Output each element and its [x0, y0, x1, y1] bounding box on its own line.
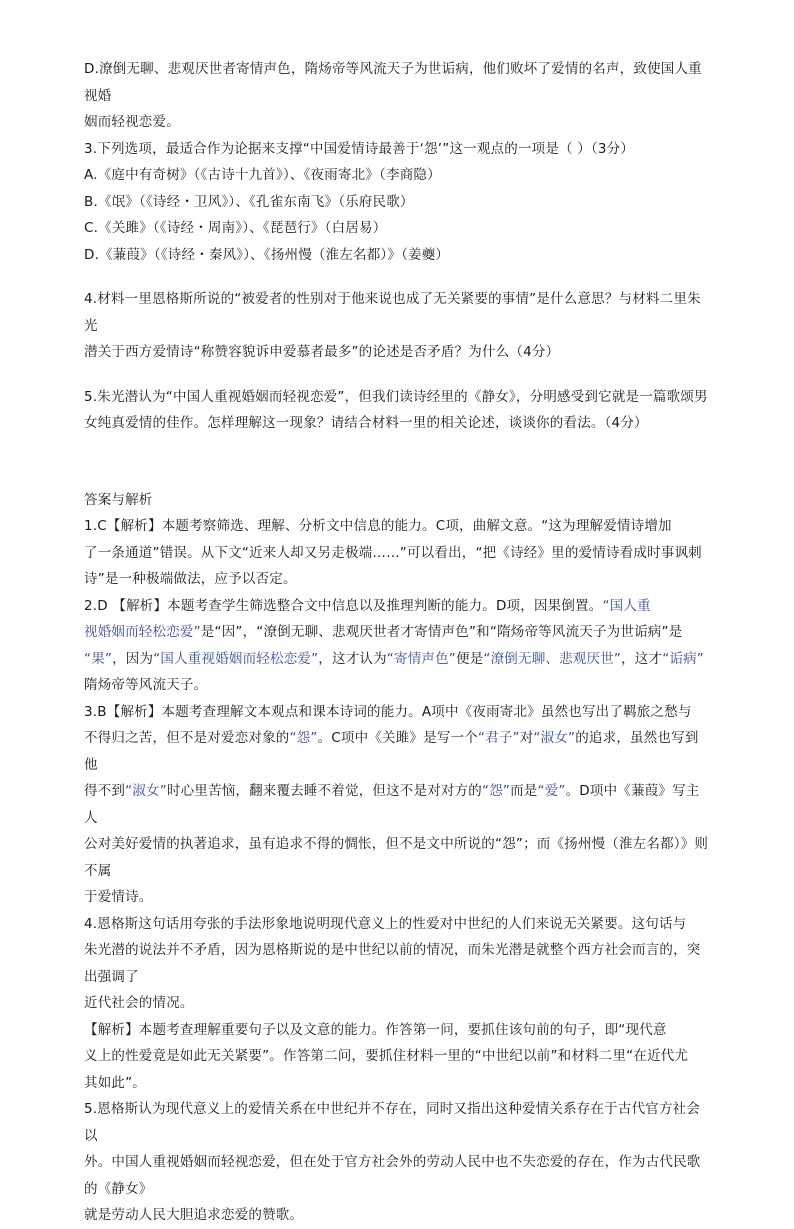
spacer — [84, 366, 712, 384]
q4-line1: 4.材料一里恩格斯所说的“被爱者的性别对于他来说也成了无关紧要的事情”是什么意思？与材料二里朱光 — [84, 291, 701, 334]
answer-4-explain-line1: 【解析】本题考查理解重要句子以及文意的能力。作答第一问，要抓住该句前的句子，即“现代意 — [84, 1021, 667, 1038]
text: ，因为 — [112, 650, 154, 667]
spacer — [84, 268, 712, 286]
answer-4-explain-line3: 其如此”。 — [84, 1074, 146, 1091]
quote-highlight: “果” — [84, 650, 113, 667]
answer-1-line1: 1.C【解析】本题考察筛选、理解、分析文中信息的能力。C项，曲解文意。“这为理解爱情诗增加 — [84, 518, 672, 534]
q2-option-d-line2: 姻而轻视恋爱。 — [84, 114, 180, 130]
answers-heading: 答案与解析 — [84, 491, 153, 508]
text: 得不到 — [84, 783, 126, 799]
answer-2-line3 — [84, 646, 712, 673]
text: 不得归之苦，但不是对爱恋对象的 — [84, 730, 290, 746]
quote-highlight: “怨” — [289, 730, 318, 746]
answer-5-line2: 外。中国人重视婚姻而轻视恋爱，但在处于官方社会外的劳动人民中也不失恋爱的存在，作为古代民歌的《静女》 — [84, 1154, 701, 1197]
quote-highlight: 视婚姻而轻松恋爱” — [84, 624, 201, 640]
text: 便是 — [456, 650, 484, 667]
quote-highlight: “寄情声色” — [386, 650, 456, 667]
text: 而是 — [510, 783, 538, 799]
quote-highlight: “潦倒无聊、悲观厌世” — [483, 650, 622, 667]
answer-3-line2 — [84, 725, 712, 778]
quote-highlight: “淑女” — [533, 730, 576, 746]
quote-highlight: “国人重 — [602, 597, 651, 614]
answer-4-line3: 近代社会的情况。 — [84, 995, 194, 1011]
spacer — [84, 437, 712, 471]
text: 。D项中《蒹葭》写主人 — [84, 783, 700, 826]
text: 时心里苦恼，翻来覆去睡不着觉，但这不是对对方的 — [166, 783, 483, 799]
text: 。C项中《关雎》是写一个 — [317, 730, 478, 746]
q3-option-a: A.《庭中有奇树》（《古诗十九首》）、《夜雨寄北》（李商隐） — [84, 167, 441, 183]
text: 的追求，虽然也写到他 — [84, 730, 699, 773]
text: ，这才认为 — [318, 650, 387, 667]
text: 对 — [519, 730, 534, 746]
text: 2.D 【解析】本题考查学生筛选整合文中信息以及推理判断的能力。D项，因果倒置。 — [84, 597, 603, 614]
quote-highlight: “怨” — [482, 783, 511, 799]
text: ，这才 — [621, 650, 663, 667]
answer-3-line3 — [84, 778, 712, 831]
answer-1-line3: 诗”是一种极端做法，应予以否定。 — [84, 571, 297, 587]
answer-3-line5: 于爱情诗。 — [84, 889, 153, 905]
answer-2-line2 — [84, 619, 712, 646]
answer-4-line1: 4.恩格斯这句话用夸张的手法形象地说明现代意义上的性爱对中世纪的人们来说无关紧要。这句话与 — [84, 915, 687, 932]
answer-2-line4: 隋炀帝等风流天子。 — [84, 677, 208, 693]
document-page — [84, 56, 712, 1229]
q5-line1: 5.朱光潜认为“中国人重视婚姻而轻视恋爱”，但我们读诗经里的《静女》，分明感受到它就是一篇歌颂男 — [84, 388, 708, 405]
quote-highlight: “诟病” — [662, 650, 704, 667]
quote-highlight: “爱” — [537, 783, 566, 799]
answer-3-line1: 3.B【解析】本题考查理解文本观点和课本诗词的能力。A项中《夜雨寄北》虽然也写出了羁旅之愁与 — [84, 703, 692, 720]
answer-5-line1: 5.恩格斯认为现代意义上的爱情关系在中世纪并不存在，同时又指出这种爱情关系存在于古代官方社会以 — [84, 1101, 701, 1144]
answer-3-line4: 公对美好爱情的执著追求，虽有追求不得的惆怅，但不是文中所说的“怨”；而《扬州慢（淮左名都）》则不属 — [84, 836, 709, 879]
q3-option-d: D.《蒹葭》（《诗经・秦风》）、《扬州慢（淮左名都）》（姜夔） — [84, 246, 450, 263]
quote-highlight: “君子” — [477, 730, 520, 746]
q3-stem: 3.下列选项，最适合作为论据来支撑“中国爱情诗最善于‘怨’”这一观点的一项是（ ）（3分） — [84, 140, 635, 157]
answer-4-line2: 朱光潜的说法并不矛盾，因为恩格斯说的是中世纪以前的情况，而朱光潜是就整个西方社会而言的，突出强调了 — [84, 942, 701, 985]
q4-line2: 潜关于西方爱情诗“称赞容貌诉申爱慕者最多”的论述是否矛盾？为什么（4分） — [84, 344, 560, 360]
text: 是“因”，“潦倒无聊、悲观厌世者才寄情声色”和“隋炀帝等风流天子为世诟病”是 — [200, 624, 683, 640]
q2-option-d-line1: D.潦倒无聊、悲观厌世者寄情声色，隋炀帝等风流天子为世诟病，他们败坏了爱情的名声，致使国人重视婚 — [84, 61, 702, 104]
quote-highlight: “淑女” — [125, 783, 167, 799]
answer-1-line2: 了一条通道”错误。从下文“近来人却又另走极端……”可以看出，“把《诗经》里的爱情诗看成时事讽刺 — [84, 544, 702, 561]
q3-option-c: C.《关雎》（《诗经・周南》）、《琵琶行》（白居易） — [84, 220, 387, 236]
answer-2-line1 — [84, 593, 712, 620]
answer-5-line3: 就是劳动人民大胆追求恋爱的赞歌。 — [84, 1207, 304, 1223]
q3-option-b: B.《氓》（《诗经・卫风》）、《孔雀东南飞》（乐府民歌） — [84, 193, 414, 210]
quote-highlight: “国人重视婚姻而轻松恋爱” — [153, 650, 319, 667]
answer-4-explain-line2: 义上的性爱竟是如此无关紧要”。作答第二问，要抓住材料一里的“中世纪以前”和材料二里“在近代尤 — [84, 1048, 689, 1064]
spacer — [84, 471, 712, 487]
q5-line2: 女纯真爱情的佳作。怎样理解这一现象？请结合材料一里的相关论述，谈谈你的看法。（4分） — [84, 415, 648, 431]
